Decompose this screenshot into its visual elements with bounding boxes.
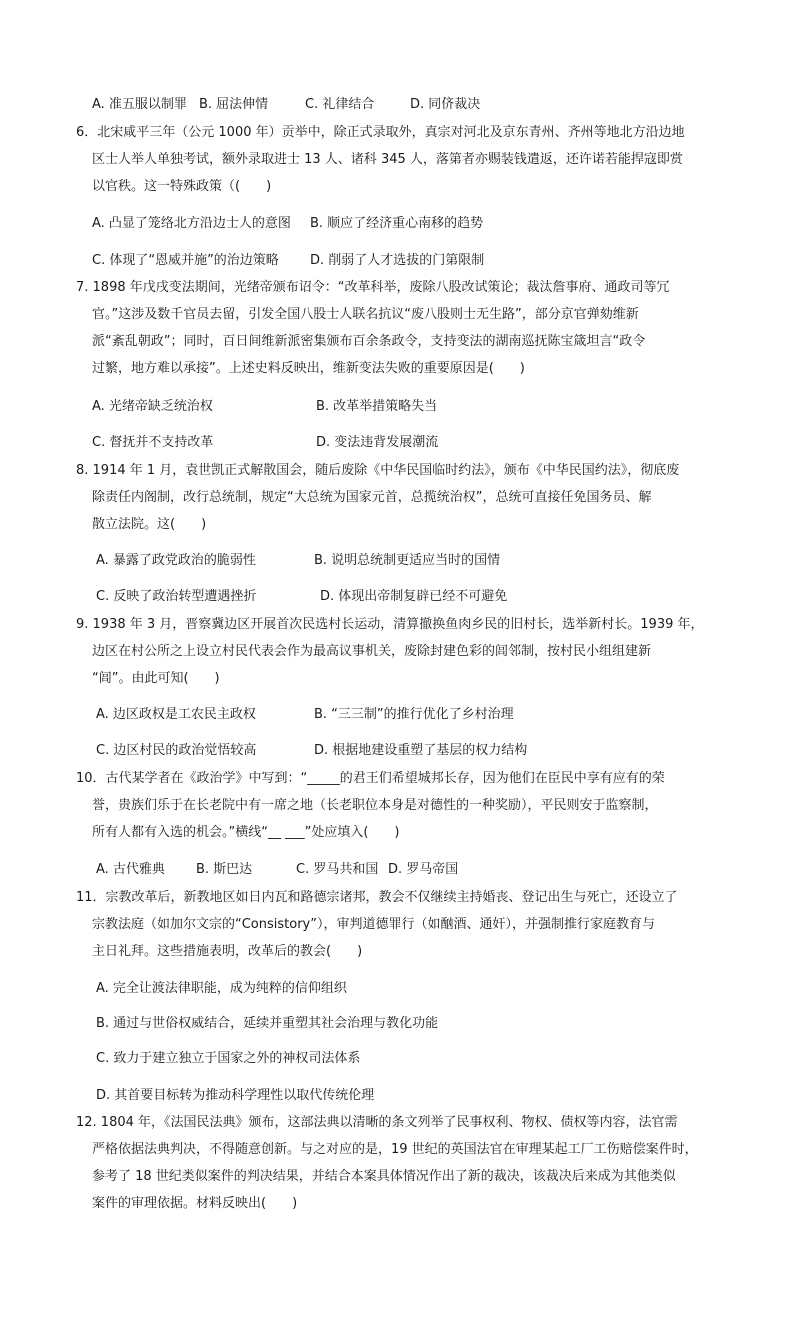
q8-option-d: D. 体现出帝制复辟已经不可避免 <box>320 589 508 604</box>
q10-option-b: B. 斯巴达 <box>196 862 253 877</box>
q10-option-d: D. 罗马帝国 <box>388 862 459 877</box>
q8-stem-line-1: 8. 1914 年 1 月，袁世凯正式解散国会，随后废除《中华民国临时约法》，颁布《中华民国约法》，彻底废 <box>76 463 680 478</box>
q10-option-c: C. 罗马共和国 <box>296 862 379 877</box>
q7-stem-line-1: 7. 1898 年戊戌变法期间，光绪帝颁布诏令：“改革科举，废除八股改试策论；裁汰詹事府、通政司等冗 <box>76 280 670 295</box>
q8-stem-line-2: 除责任内阁制，改行总统制，规定“大总统为国家元首，总揽统治权”，总统可直接任免国务员、解 <box>92 490 652 505</box>
q9-option-d: D. 根据地建设重塑了基层的权力结构 <box>314 743 528 758</box>
q7-option-d: D. 变法违背发展潮流 <box>316 435 439 450</box>
q5-option-b: B. 屈法伸情 <box>199 97 269 112</box>
q11-stem-line-2: 宗教法庭（如加尔文宗的“Consistory”），审判道德罪行（如酗酒、通奸），并强制推行家庭教育与 <box>92 917 655 932</box>
q8-option-c: C. 反映了政治转型遭遇挫折 <box>96 589 257 604</box>
q5-option-c: C. 礼律结合 <box>305 97 375 112</box>
q7-stem-line-3: 派“紊乱朝政”；同时，百日间维新派密集颁布百余条政令，支持变法的湖南巡抚陈宝箴坦言“政令 <box>92 334 646 349</box>
q9-stem-line-1: 9. 1938 年 3 月，晋察冀边区开展首次民选村长运动，清算撤换鱼肉乡民的旧村长，选举新村长。1939 年， <box>76 617 704 632</box>
q6-stem-line-3: 以官秩。这一特殊政策（( ) <box>92 179 272 194</box>
q6-option-a: A. 凸显了笼络北方沿边士人的意图 <box>92 216 291 231</box>
q6-option-b: B. 顺应了经济重心南移的趋势 <box>310 216 484 231</box>
q9-stem-line-3: “闾”。由此可知( ) <box>92 671 220 686</box>
q12-stem-line-4: 案件的审理依据。材料反映出( ) <box>92 1196 298 1211</box>
q5-option-a: A. 准五服以制罪 <box>92 97 187 112</box>
q11-stem-line-1: 11．宗教改革后，新教地区如日内瓦和路德宗诸邦，教会不仅继续主持婚丧、登记出生与死亡，还设立了 <box>76 890 678 905</box>
q10-option-a: A. 古代雅典 <box>96 862 165 877</box>
q6-option-d: D. 削弱了人才选拔的门第限制 <box>310 253 485 268</box>
q11-option-b: B. 通过与世俗权威结合，延续并重塑其社会治理与教化功能 <box>96 1016 439 1031</box>
q10-stem-line-1: 10．古代某学者在《政治学》中写到：“_____的君王们希望城邦长存，因为他们在臣民中享有应有的荣 <box>76 771 665 786</box>
q10-stem-line-2: 誉，贵族们乐于在长老院中有一席之地（长老职位本身是对德性的一种奖励），平民则安于监察制， <box>92 798 658 813</box>
q7-option-c: C. 督抚并不支持改革 <box>92 435 214 450</box>
q7-stem-line-4: 过繁，地方难以承接”。上述史料反映出，维新变法失败的重要原因是( ) <box>92 361 525 376</box>
q11-stem-line-3: 主日礼拜。这些措施表明，改革后的教会( ) <box>92 944 363 959</box>
q9-option-a: A. 边区政权是工农民主政权 <box>96 707 256 722</box>
q12-stem-line-1: 12. 1804 年，《法国民法典》颁布，这部法典以清晰的条文列举了民事权利、物权、债权等内容，法官需 <box>76 1115 678 1130</box>
q10-stem-line-3: 所有人都有入选的机会。”横线“__ ___”处应填入( ) <box>92 825 400 840</box>
q9-option-c: C. 边区村民的政治觉悟较高 <box>96 743 257 758</box>
q9-stem-line-2: 边区在村公所之上设立村民代表会作为最高议事机关，废除封建色彩的闾邻制，按村民小组组建新 <box>92 644 652 659</box>
q8-option-a: A. 暴露了政党政治的脆弱性 <box>96 553 256 568</box>
q11-option-c: C. 致力于建立独立于国家之外的神权司法体系 <box>96 1051 361 1066</box>
q6-option-c: C. 体现了“恩威并施”的治边策略 <box>92 253 279 268</box>
q7-option-b: B. 改革举措策略失当 <box>316 399 438 414</box>
q12-stem-line-2: 严格依据法典判决，不得随意创新。与之对应的是，19 世纪的英国法官在审理某起工厂工伤赔偿案件时， <box>92 1142 698 1157</box>
q8-option-b: B. 说明总统制更适应当时的国情 <box>314 553 501 568</box>
q11-option-a: A. 完全让渡法律职能，成为纯粹的信仰组织 <box>96 981 347 996</box>
q7-stem-line-2: 官。”这涉及数千官员去留，引发全国八股士人联名抗议“废八股则士无生路”，部分京官弹劾维新 <box>92 307 639 322</box>
q7-option-a: A. 光绪帝缺乏统治权 <box>92 399 213 414</box>
q6-stem-line-2: 区士人举人单独考试，额外录取进士 13 人、诸科 345 人，落第者亦赐装钱遣返，还许诺若能捍寇即赏 <box>92 152 683 167</box>
q6-stem-line-1: 6．北宋咸平三年（公元 1000 年）贡举中，除正式录取外，真宗对河北及京东青州、齐州等地北方沿边地 <box>76 125 685 140</box>
q5-option-d: D. 同侪裁决 <box>410 97 481 112</box>
q12-stem-line-3: 参考了 18 世纪类似案件的判决结果，并结合本案具体情况作出了新的裁决，该裁决后来成为其他类似 <box>92 1169 676 1184</box>
q11-option-d: D. 其首要目标转为推动科学理性以取代传统伦理 <box>96 1088 375 1103</box>
q9-option-b: B. “三三制”的推行优化了乡村治理 <box>314 707 514 722</box>
q8-stem-line-3: 散立法院。这( ) <box>92 517 207 532</box>
